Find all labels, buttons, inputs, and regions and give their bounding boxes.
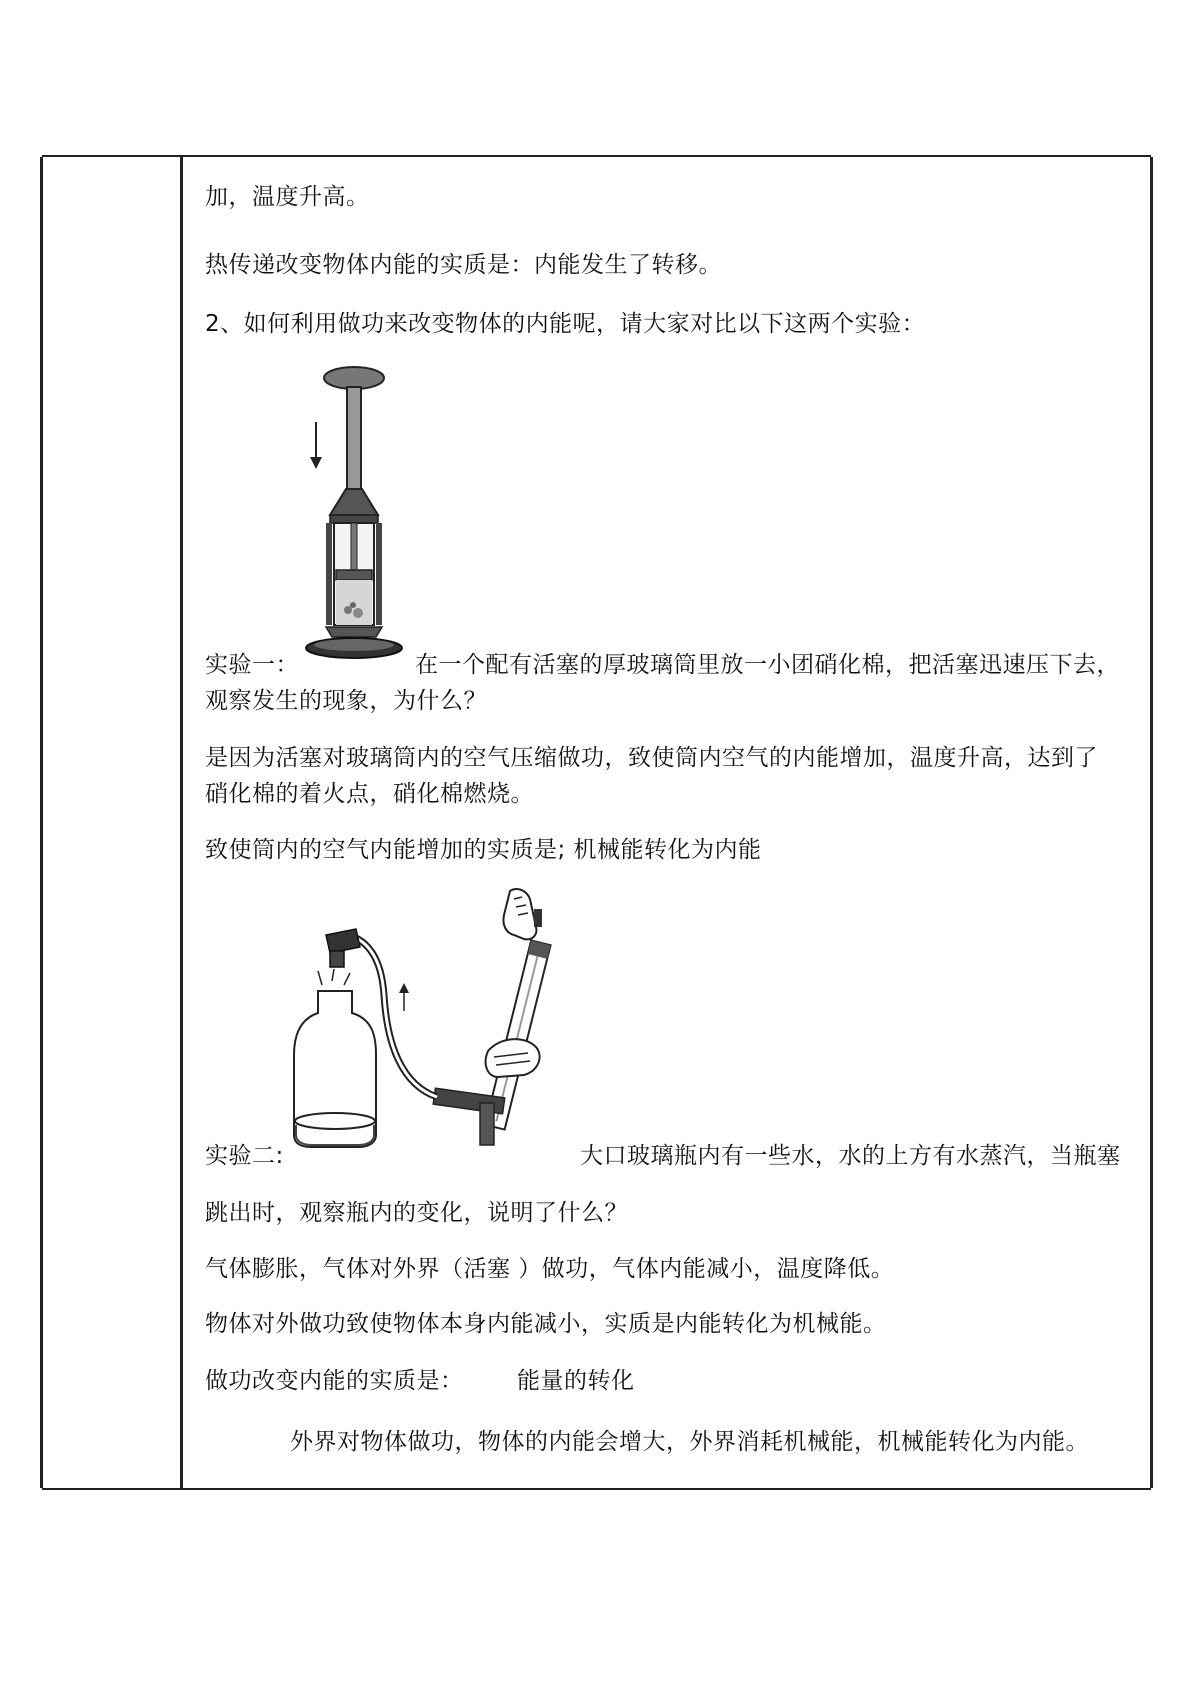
answer-2-text: 气体膨胀，气体对外界（活塞 ）做功，气体内能减小，温度降低。	[205, 1256, 895, 1282]
essence-2-label: 做功改变内能的实质是：	[205, 1368, 464, 1394]
content-table	[42, 155, 1151, 1490]
experiment-1-text-b: 观察发生的现象，为什么？	[205, 688, 487, 714]
table-column-divider	[180, 157, 183, 1488]
table-right-border	[1150, 157, 1153, 1488]
experiment-1-label: 实验一：	[205, 652, 299, 678]
text-line-2: 热传递改变物体内能的实质是：内能发生了转移。	[205, 252, 722, 278]
experiment-1-text-a: 在一个配有活塞的厚玻璃筒里放一小团硝化棉，把活塞迅速压下去，	[415, 652, 1120, 678]
summary-text: 外界对物体做功，物体的内能会增大，外界消耗机械能，机械能转化为内能。	[290, 1429, 1089, 1455]
experiment-2-text-b: 跳出时，观察瓶内的变化，说明了什么？	[205, 1200, 628, 1226]
answer-1-text-a: 是因为活塞对玻璃筒内的空气压缩做功，致使筒内空气的内能增加，温度升高，达到了	[205, 745, 1098, 771]
fire-syringe-apparatus-icon	[296, 365, 421, 670]
experiment-2-text-a: 大口玻璃瓶内有一些水，水的上方有水蒸汽，当瓶塞	[580, 1143, 1121, 1169]
text-line-1: 加，温度升高。	[205, 184, 370, 210]
bottle-pump-apparatus-icon	[292, 885, 582, 1150]
table-left-border	[40, 157, 43, 1488]
answer-3-text: 物体对外做功致使物体本身内能减小，实质是内能转化为机械能。	[205, 1311, 887, 1337]
essence-2-value: 能量的转化	[517, 1368, 635, 1394]
essence-1-text: 致使筒内的空气内能增加的实质是; 机械能转化为内能	[205, 837, 762, 863]
answer-1-text-b: 硝化棉的着火点，硝化棉燃烧。	[205, 781, 534, 807]
experiment-2-label: 实验二:	[205, 1143, 284, 1169]
text-line-3: 2、如何利用做功来改变物体的内能呢，请大家对比以下这两个实验：	[205, 311, 926, 337]
